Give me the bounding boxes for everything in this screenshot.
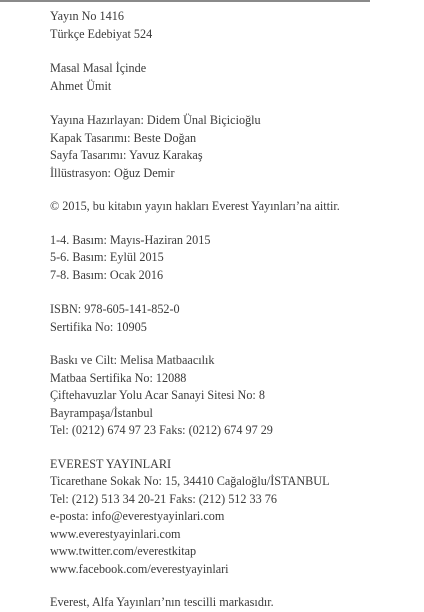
publisher-twitter: www.twitter.com/everestkitap [50, 544, 197, 558]
book-info [50, 60, 410, 95]
identifiers [50, 301, 410, 336]
trademark-notice [50, 594, 410, 612]
publisher-info [50, 456, 410, 579]
printer-address-2: Bayrampaşa/İstanbul [50, 405, 153, 420]
printer-phone: Tel: (0212) 674 97 23 Faks: (0212) 674 97 29 [50, 423, 273, 437]
publisher-facebook: www.facebook.com/everestyayinlari [50, 561, 229, 576]
printer-certificate: Matbaa Sertifika No: 12088 [50, 370, 187, 385]
credit-illustration: İllüstrasyon: Oğuz Demir [50, 165, 175, 180]
publisher-phone: Tel: (212) 513 34 20-21 Faks: (212) 512 33 76 [50, 491, 277, 506]
printer-name: Baskı ve Cilt: Melisa Matbaacılık [50, 353, 215, 367]
credits [50, 112, 410, 182]
copyright-text: © 2015, bu kitabın yayın hakları Everest Yayınları’na aittir. [50, 199, 340, 213]
printing-2: 5-6. Basım: Eylül 2015 [50, 250, 164, 264]
credit-editor: Yayına Hazırlayan: Didem Ünal Biçicioğlu [50, 113, 261, 127]
series-info [50, 8, 410, 43]
printings [50, 232, 410, 285]
book-author: Ahmet Ümit [50, 78, 112, 93]
copyright-notice [50, 198, 410, 216]
printing-1: 1-4. Basım: Mayıs-Haziran 2015 [50, 232, 211, 247]
publication-number: Yayın No 1416 [50, 9, 124, 23]
trademark-text: Everest, Alfa Yayınları’nın tescilli markasıdır. [50, 595, 274, 609]
top-rule [0, 0, 370, 2]
series-line: Türkçe Edebiyat 524 [50, 26, 153, 41]
book-title: Masal Masal İçinde [50, 61, 147, 75]
publisher-website: www.everestyayinlari.com [50, 526, 181, 541]
printer-info [50, 352, 410, 440]
copyright-page [50, 8, 410, 612]
certificate-number: Sertifika No: 10905 [50, 319, 147, 334]
credit-cover-design: Kapak Tasarımı: Beste Doğan [50, 130, 197, 145]
printer-address-1: Çiftehavuzlar Yolu Acar Sanayi Sitesi No: 8 [50, 388, 265, 402]
publisher-email: e-posta: info@everestyayinlari.com [50, 509, 225, 523]
publisher-address: Ticarethane Sokak No: 15, 34410 Cağaloğlu/İSTANBUL [50, 474, 330, 488]
isbn: ISBN: 978-605-141-852-0 [50, 302, 180, 316]
credit-page-design: Sayfa Tasarımı: Yavuz Karakaş [50, 148, 203, 162]
publisher-name: EVEREST YAYINLARI [50, 456, 172, 471]
printing-3: 7-8. Basım: Ocak 2016 [50, 267, 164, 282]
